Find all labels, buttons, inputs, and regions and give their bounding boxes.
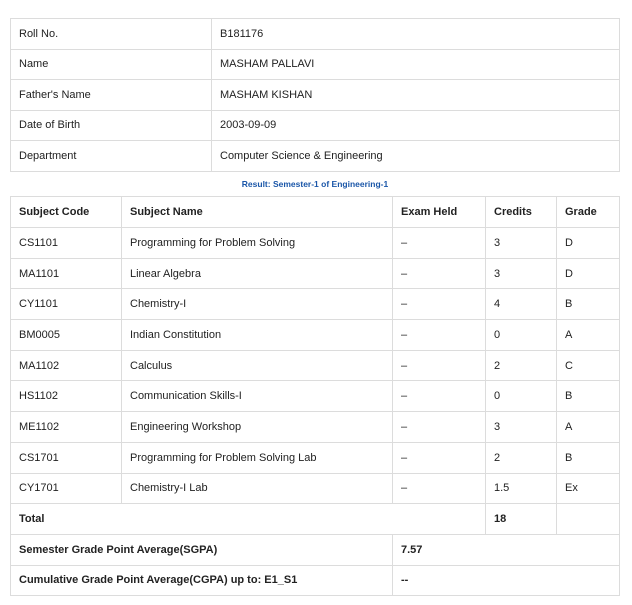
info-label: Father's Name (11, 80, 212, 111)
header-exam-held: Exam Held (393, 197, 486, 228)
cgpa-row (11, 565, 620, 596)
subject-name-cell: Chemistry-I Lab (122, 473, 393, 504)
info-value: 2003-09-09 (212, 110, 620, 141)
credits-cell: 0 (486, 381, 557, 412)
table-row (11, 412, 620, 443)
student-info-table (10, 18, 620, 172)
grades-header-row (11, 197, 620, 228)
total-credits: 18 (486, 504, 557, 535)
exam-held-cell: – (393, 473, 486, 504)
exam-held-cell: – (393, 381, 486, 412)
table-row (11, 258, 620, 289)
credits-cell: 3 (486, 228, 557, 259)
exam-held-cell: – (393, 258, 486, 289)
subject-name-cell: Communication Skills-I (122, 381, 393, 412)
credits-cell: 2 (486, 350, 557, 381)
cgpa-value: -- (393, 565, 620, 596)
grades-table (10, 196, 620, 596)
subject-name-cell: Linear Algebra (122, 258, 393, 289)
exam-held-cell: – (393, 412, 486, 443)
info-label: Department (11, 141, 212, 172)
grade-cell: D (557, 228, 620, 259)
info-label: Roll No. (11, 19, 212, 50)
credits-cell: 1.5 (486, 473, 557, 504)
subject-name-cell: Programming for Problem Solving (122, 228, 393, 259)
subject-name-cell: Engineering Workshop (122, 412, 393, 443)
credits-cell: 4 (486, 289, 557, 320)
subject-code-cell: CY1701 (11, 473, 122, 504)
table-row (11, 473, 620, 504)
exam-held-cell: – (393, 442, 486, 473)
info-row (11, 19, 620, 50)
grade-cell: A (557, 320, 620, 351)
subject-name-cell: Programming for Problem Solving Lab (122, 442, 393, 473)
subject-code-cell: ME1102 (11, 412, 122, 443)
grade-cell: A (557, 412, 620, 443)
subject-code-cell: HS1102 (11, 381, 122, 412)
credits-cell: 2 (486, 442, 557, 473)
grade-cell: Ex (557, 473, 620, 504)
table-row (11, 228, 620, 259)
subject-code-cell: MA1101 (11, 258, 122, 289)
total-row (11, 504, 620, 535)
grades-body (11, 228, 620, 504)
subject-name-cell: Calculus (122, 350, 393, 381)
sgpa-value: 7.57 (393, 534, 620, 565)
subject-code-cell: BM0005 (11, 320, 122, 351)
exam-held-cell: – (393, 289, 486, 320)
exam-held-cell: – (393, 350, 486, 381)
subject-name-cell: Chemistry-I (122, 289, 393, 320)
credits-cell: 3 (486, 412, 557, 443)
sgpa-label: Semester Grade Point Average(SGPA) (11, 534, 393, 565)
table-row (11, 350, 620, 381)
grade-cell: D (557, 258, 620, 289)
info-value: Computer Science & Engineering (212, 141, 620, 172)
info-row (11, 49, 620, 80)
subject-code-cell: MA1102 (11, 350, 122, 381)
table-row (11, 381, 620, 412)
table-row (11, 320, 620, 351)
info-label: Date of Birth (11, 110, 212, 141)
info-row (11, 141, 620, 172)
total-grade-empty (557, 504, 620, 535)
table-row (11, 289, 620, 320)
credits-cell: 0 (486, 320, 557, 351)
info-value: MASHAM PALLAVI (212, 49, 620, 80)
credits-cell: 3 (486, 258, 557, 289)
header-credits: Credits (486, 197, 557, 228)
student-info-body (11, 19, 620, 172)
grade-cell: B (557, 442, 620, 473)
info-label: Name (11, 49, 212, 80)
info-row (11, 80, 620, 111)
info-value: B181176 (212, 19, 620, 50)
table-row (11, 442, 620, 473)
subject-name-cell: Indian Constitution (122, 320, 393, 351)
cgpa-label: Cumulative Grade Point Average(CGPA) up to: E1_S1 (11, 565, 393, 596)
info-row (11, 110, 620, 141)
result-caption: Result: Semester-1 of Engineering-1 (241, 179, 389, 189)
total-label: Total (11, 504, 486, 535)
header-subject-name: Subject Name (122, 197, 393, 228)
subject-code-cell: CS1701 (11, 442, 122, 473)
grade-cell: B (557, 381, 620, 412)
subject-code-cell: CY1101 (11, 289, 122, 320)
grade-cell: B (557, 289, 620, 320)
info-value: MASHAM KISHAN (212, 80, 620, 111)
header-subject-code: Subject Code (11, 197, 122, 228)
subject-code-cell: CS1101 (11, 228, 122, 259)
exam-held-cell: – (393, 228, 486, 259)
grade-cell: C (557, 350, 620, 381)
header-grade: Grade (557, 197, 620, 228)
sgpa-row (11, 534, 620, 565)
exam-held-cell: – (393, 320, 486, 351)
